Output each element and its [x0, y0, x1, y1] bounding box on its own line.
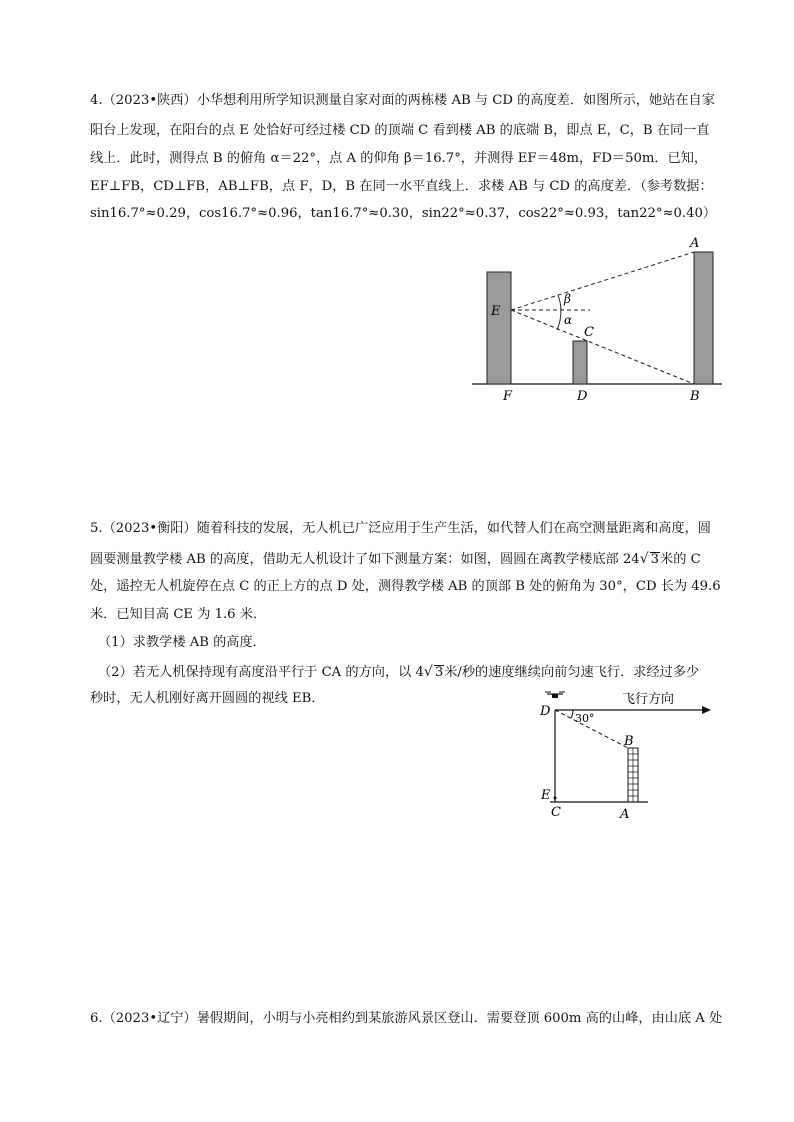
problem-source: （2023•衡阳）: [102, 521, 197, 536]
label-beta: β: [564, 292, 571, 306]
problem-5-question-2-cont: 秒时，无人机刚好离开圆圆的视线 EB．: [90, 691, 325, 706]
problem-text: 随着科技的发展，无人机已广泛应用于生产生活，如代替人们在高空测量距离和高度，圆: [196, 521, 711, 536]
problem-number: 5.: [90, 521, 103, 536]
sight-line-ea: [511, 252, 694, 310]
building-ab: [694, 252, 713, 384]
problem-6-line-1: [90, 1009, 722, 1029]
problem-4-line-3: 线上．此时，测得点 B 的俯角 α＝22°，点 A 的仰角 β＝16.7°，并测得 EF＝48m，FD＝50m．已知，: [90, 151, 708, 166]
label-a: A: [620, 807, 630, 822]
sqrt-sign: √: [423, 664, 433, 680]
problem-4-line-1: [90, 91, 715, 111]
problem-5-question-2: [98, 662, 699, 683]
building-ef: [487, 272, 511, 384]
label-d: D: [540, 704, 551, 719]
problem-text: 暑假期间，小明与小亮相约到某旅游风景区登山．需要登顶 600m 高的山峰，由山底 A 处: [196, 1011, 723, 1026]
problem-5-line-2: [90, 549, 701, 570]
problem-4-line-5: sin16.7°≈0.29，cos16.7°≈0.96，tan16.7°≈0.30，sin22°≈0.37，cos22°≈0.93，tan22°≈0.40）: [90, 206, 717, 221]
label-a: A: [690, 236, 700, 251]
text-segment: 米/秒的速度继续向前匀速飞行．求经过多少: [444, 665, 700, 680]
problem-4-line-4: EF⊥FB，CD⊥FB，AB⊥FB，点 F，D，B 在同一水平直线上．求楼 AB 与 CD 的高度差．（参考数据：: [90, 179, 713, 194]
angle-alpha-arc: [557, 310, 561, 330]
label-alpha: α: [564, 313, 573, 327]
problem-5-question-1: （1）求教学楼 AB 的高度．: [98, 635, 266, 650]
label-b: B: [624, 734, 634, 749]
sqrt-sign: √: [639, 551, 649, 567]
problem-5-line-3: 处，遥控无人机旋停在点 C 的正上方的点 D 处，测得教学楼 AB 的顶部 B 处的俯角为 30°，CD 长为 49.6: [90, 579, 721, 594]
angle-arc: [571, 710, 573, 718]
problem-4-line-2: 阳台上发现，在阳台的点 E 处恰好可经过楼 CD 的顶端 C 看到楼 AB 的底端 B，即点 E，C，B 在同一直: [90, 123, 710, 138]
problem-number: 6.: [90, 1011, 103, 1026]
label-f: F: [503, 389, 513, 404]
label-d: D: [577, 389, 588, 404]
problem-5-line-4: 米．已知目高 CE 为 1.6 米．: [90, 607, 267, 622]
label-b: B: [690, 389, 700, 404]
text-segment: 米的 C: [660, 552, 701, 567]
label-c: C: [584, 325, 594, 340]
sight-line-eb: [511, 310, 694, 384]
problem-text: 小华想利用所学知识测量自家对面的两栋楼 AB 与 CD 的高度差．如图所示，她站在自家: [196, 93, 715, 108]
problem-5-line-1: [90, 519, 711, 539]
text-segment: 圆要测量教学楼 AB 的高度，借助无人机设计了如下测量方案：如图，圆圆在离教学楼底部 24: [90, 552, 640, 567]
text-segment: （2）若无人机保持现有高度沿平行于 CA 的方向，以 4: [98, 665, 424, 680]
problem-source: （2023•辽宁）: [102, 1011, 197, 1026]
angle-label: 30°: [575, 712, 595, 725]
building-cd: [573, 341, 587, 384]
label-c: C: [551, 805, 561, 820]
angle-beta-arc: [558, 295, 561, 310]
problem-number: 4.: [90, 93, 103, 108]
problem-5-figure: [530, 684, 730, 824]
arrow-head-icon: [702, 706, 711, 714]
flight-direction-label: 飞行方向: [622, 692, 675, 707]
problem-4-figure: [470, 232, 730, 407]
label-e: E: [491, 304, 501, 319]
sqrt-radicand: 3: [434, 665, 444, 680]
point-e: [554, 797, 557, 800]
drone-icon: [545, 692, 565, 698]
sqrt-radicand: 3: [650, 552, 660, 567]
problem-source: （2023•陕西）: [102, 93, 197, 108]
label-e: E: [541, 788, 551, 803]
